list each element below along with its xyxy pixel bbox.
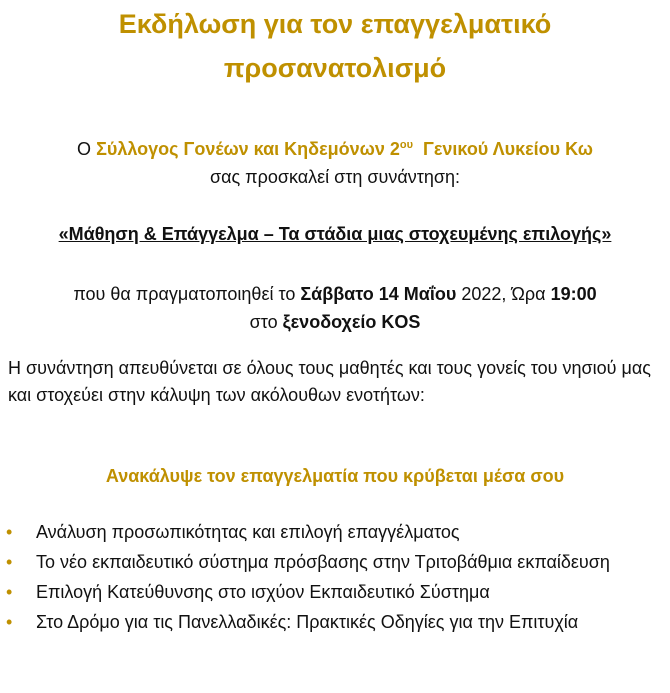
event-title-line-2: προσανατολισμό bbox=[223, 53, 447, 83]
ordinal-suffix: ου bbox=[399, 139, 413, 151]
location-prefix: στο bbox=[249, 312, 283, 332]
list-item bbox=[0, 579, 636, 606]
event-date: Σάββατο 14 Μαΐου bbox=[300, 284, 457, 304]
event-location bbox=[0, 309, 670, 335]
organizer-article: Ο bbox=[77, 139, 97, 159]
event-datetime bbox=[0, 281, 670, 307]
bullet-icon: • bbox=[6, 522, 13, 542]
event-title-line-1: Εκδήλωση για τον επαγγελματικό bbox=[118, 9, 552, 39]
list-item bbox=[0, 519, 636, 546]
list-item bbox=[0, 549, 636, 576]
list-item-text: Ανάλυση προσωπικότητας και επιλογή επαγγέλματος bbox=[36, 522, 460, 542]
meeting-topic: «Μάθηση & Επάγγελμα – Τα στάδια μιας στοχευμένης επιλογής» bbox=[58, 224, 612, 244]
list-item-text: Το νέο εκπαιδευτικό σύστημα πρόσβασης στην Τριτοβάθμια εκπαίδευση bbox=[36, 552, 610, 572]
event-year: 2022, Ώρα bbox=[456, 284, 551, 304]
bullet-icon: • bbox=[6, 612, 13, 632]
list-item-text: Στο Δρόμο για τις Πανελλαδικές: Πρακτικές Οδηγίες για την Επιτυχία bbox=[36, 612, 579, 632]
event-time: 19:00 bbox=[550, 284, 597, 304]
bullet-icon: • bbox=[6, 582, 13, 602]
list-item-text: Επιλογή Κατεύθυνσης στο ισχύον Εκπαιδευτικό Σύστημα bbox=[36, 582, 490, 602]
invite-text: σας προσκαλεί στη συνάντηση: bbox=[209, 167, 460, 187]
datetime-prefix: που θα πραγματοποιηθεί το bbox=[73, 284, 301, 304]
bullet-icon: • bbox=[6, 552, 13, 572]
organizer-line bbox=[0, 136, 670, 162]
list-item bbox=[0, 609, 636, 636]
section-subheading: Ανακάλυψε τον επαγγελματία που κρύβεται μέσα σου bbox=[105, 466, 565, 486]
topics-list bbox=[0, 519, 670, 639]
description-paragraph: Η συνάντηση απευθύνεται σε όλους τους μαθητές και τους γονείς του νησιού μας και στοχεύει στην κάλυψη των ακόλουθων ενοτήτων: bbox=[8, 358, 651, 405]
location-place: ξενοδοχείο KOS bbox=[282, 312, 421, 332]
organizer-name: Σύλλογος Γονέων και Κηδεμόνων $2^{o\upsilon}$ Γενικού Λυκείου Κω bbox=[96, 139, 593, 159]
